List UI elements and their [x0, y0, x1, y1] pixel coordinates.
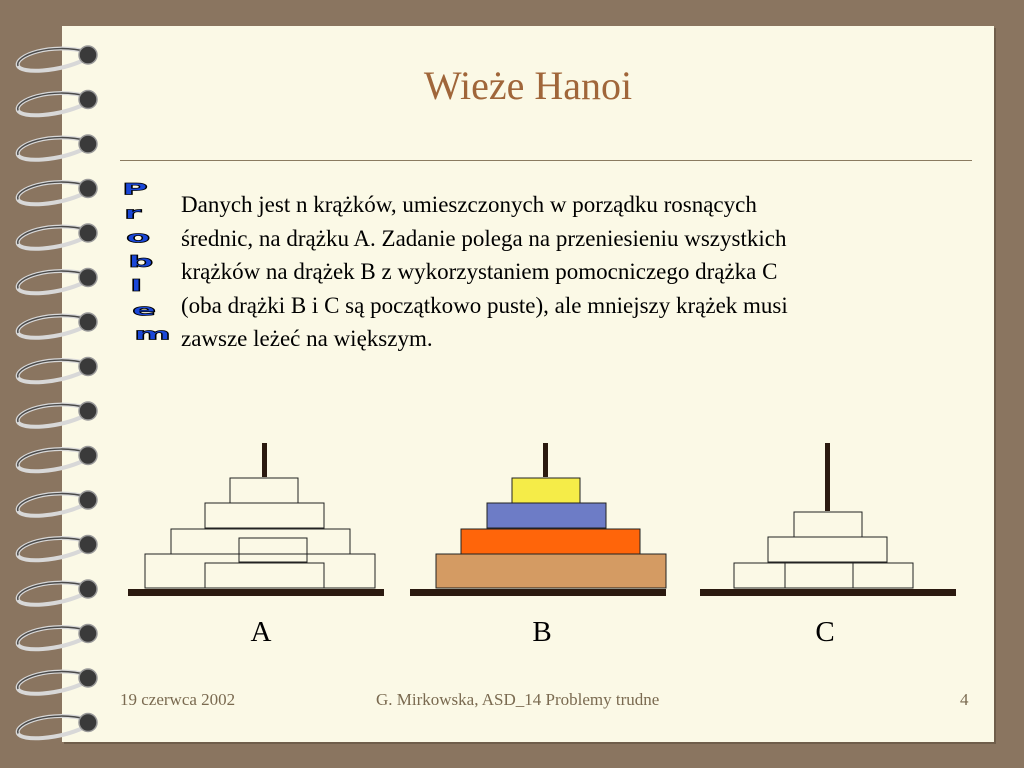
peg-b-disc-3 — [461, 529, 640, 554]
peg-c-base — [700, 589, 956, 596]
peg-c-label: C — [815, 616, 835, 648]
peg-b — [410, 443, 666, 596]
peg-a-disc-outline-3 — [171, 529, 350, 554]
peg-c — [700, 443, 956, 596]
side-word-letter: b — [128, 252, 154, 272]
peg-b-label: B — [532, 616, 552, 648]
peg-c-disc-outline-1 — [794, 512, 862, 537]
peg-a-disc-outline-4 — [239, 538, 307, 562]
side-word-letter: r — [124, 204, 142, 223]
peg-a-disc-outline-6 — [205, 563, 324, 588]
side-word-letter: m — [134, 325, 171, 344]
peg-a-disc-outline-5 — [145, 554, 375, 588]
peg-c-rod — [825, 443, 830, 511]
peg-c-disc-outline-2 — [768, 537, 887, 562]
slide-title: Wieże Hanoi — [423, 63, 633, 108]
peg-b-base — [410, 589, 666, 596]
peg-a-disc-outline-1 — [230, 478, 298, 503]
side-word-letter: P — [122, 180, 148, 199]
peg-b-disc-1 — [512, 478, 580, 503]
peg-a-label: A — [250, 616, 272, 648]
peg-a — [128, 443, 384, 596]
footer-date: 19 czerwca 2002 — [120, 690, 236, 709]
footer-author: G. Mirkowska, ASD_14 Problemy trudne — [376, 690, 660, 709]
peg-a-base — [128, 589, 384, 596]
side-word-letter: o — [126, 228, 151, 247]
problem-description: Danych jest n krążków, umieszczonych w porządku rosnących średnic, na drążku A. Zadanie polega na przeniesieniu wszystkich krążków na drążek B z wykorzystaniem pomocniczego drążka C (oba drążki B i C są początkowo puste), ale mniejszy krążek musi zawsze leżeć na większym. — [181, 192, 788, 351]
peg-c-disc-outline-4 — [785, 563, 853, 588]
peg-a-rod — [262, 443, 267, 477]
peg-b-disc-2 — [487, 503, 606, 528]
side-word-letter: l — [130, 276, 143, 296]
peg-c-disc-outline-3 — [734, 563, 913, 588]
side-word-letter: e — [132, 301, 157, 320]
peg-b-disc-4 — [436, 554, 666, 588]
peg-b-rod — [543, 443, 548, 477]
footer-page-number: 4 — [960, 690, 969, 709]
peg-a-disc-outline-2 — [205, 503, 324, 528]
